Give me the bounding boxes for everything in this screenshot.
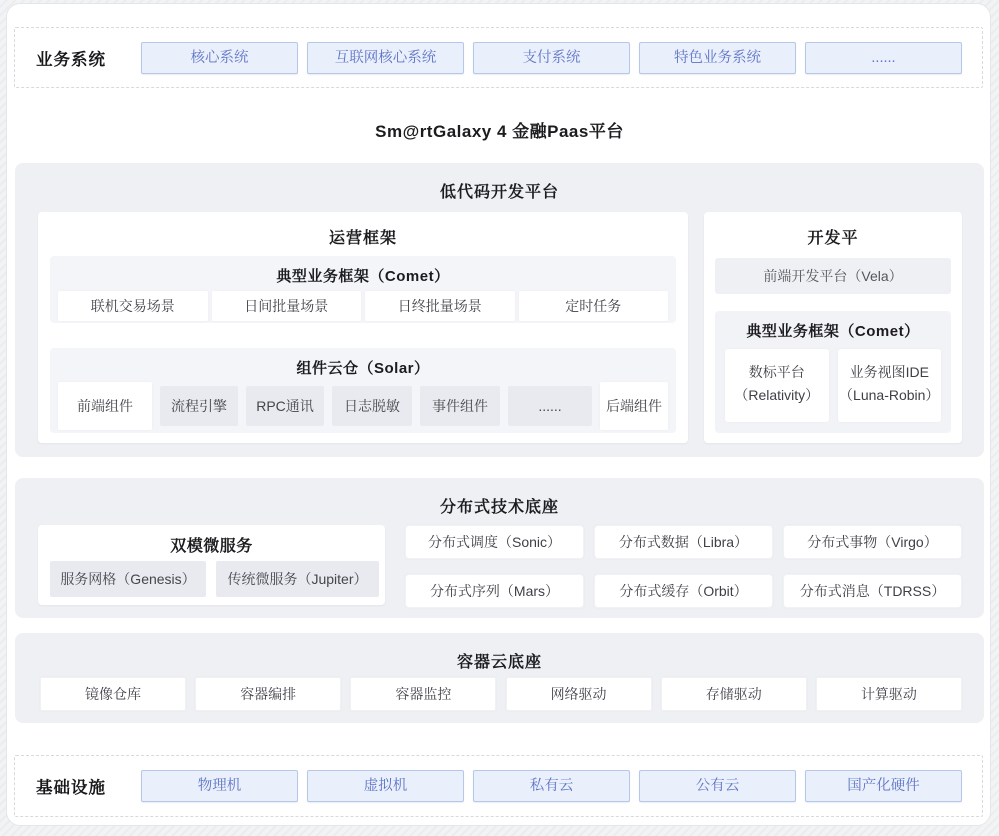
- node-log-masking: 日志脱敏: [332, 386, 412, 426]
- business-systems-band: [14, 27, 983, 88]
- dev-comet-items: [725, 349, 941, 422]
- solar-component-subcard: [50, 348, 676, 433]
- infrastructure-items: [141, 770, 962, 802]
- infrastructure-label: 基础设施: [36, 779, 106, 797]
- distributed-base-section: [15, 478, 984, 618]
- node-label-line1: 业务视图IDE: [849, 364, 929, 380]
- node-online-trading-scene: 联机交易场景: [58, 291, 208, 321]
- node-scheduled-task: 定时任务: [519, 291, 669, 321]
- comet-items: [58, 291, 668, 321]
- node-domestic-hardware: 国产化硬件: [805, 770, 962, 802]
- node-internet-core-system: 互联网核心系统: [307, 42, 464, 74]
- dual-mode-microservice-card: [38, 525, 385, 605]
- solar-items: [58, 381, 668, 431]
- node-storage-driver: 存储驱动: [661, 677, 807, 711]
- node-label-line2: （Relativity）: [734, 387, 820, 404]
- node-tdrss-message: 分布式消息（TDRSS）: [783, 574, 962, 608]
- node-image-registry: 镜像仓库: [40, 677, 186, 711]
- node-virtual-machine: 虚拟机: [307, 770, 464, 802]
- node-day-end-batch-scene: 日终批量场景: [365, 291, 515, 321]
- node-genesis-service-mesh: 服务网格（Genesis）: [50, 561, 206, 597]
- node-ellipsis-component: ......: [508, 386, 592, 426]
- node-event-component: 事件组件: [420, 386, 500, 426]
- node-special-business-system: 特色业务系统: [639, 42, 796, 74]
- dev-comet-subcard: [715, 311, 951, 433]
- node-payment-system: 支付系统: [473, 42, 630, 74]
- dual-mode-title: 双模微服务: [170, 538, 253, 555]
- comet-framework-title: 典型业务框架（Comet）: [276, 268, 450, 285]
- dev-platform-title: 开发平: [807, 230, 859, 247]
- infrastructure-band: [14, 755, 983, 817]
- node-core-system: 核心系统: [141, 42, 298, 74]
- low-code-platform-title: 低代码开发平台: [439, 184, 559, 201]
- node-relativity-data-platform: [725, 349, 829, 422]
- low-code-platform-section: [15, 163, 984, 457]
- node-public-cloud: 公有云: [639, 770, 796, 802]
- node-ellipsis-business: ......: [805, 42, 962, 74]
- container-base-items: [40, 677, 962, 711]
- business-systems-items: [141, 42, 962, 74]
- operation-framework-title: 运营框架: [328, 230, 397, 247]
- node-container-orchestration: 容器编排: [195, 677, 341, 711]
- node-libra-data: 分布式数据（Libra）: [594, 525, 773, 559]
- node-orbit-cache: 分布式缓存（Orbit）: [594, 574, 773, 608]
- distributed-base-title: 分布式技术底座: [439, 499, 559, 516]
- distributed-row-2: [405, 574, 962, 608]
- dual-mode-items: [50, 561, 379, 597]
- node-daytime-batch-scene: 日间批量场景: [212, 291, 362, 321]
- node-physical-machine: 物理机: [141, 770, 298, 802]
- node-rpc-communication: RPC通讯: [246, 386, 324, 426]
- node-private-cloud: 私有云: [473, 770, 630, 802]
- business-systems-label: 业务系统: [36, 50, 106, 69]
- node-virgo-transaction: 分布式事物（Virgo）: [783, 525, 962, 559]
- node-vela-frontend-dev-platform: 前端开发平台（Vela）: [715, 258, 951, 294]
- dev-comet-title: 典型业务框架（Comet）: [746, 323, 920, 340]
- comet-framework-subcard: [50, 256, 676, 323]
- platform-title: Sm@rtGalaxy 4 金融Paas平台: [375, 122, 624, 141]
- node-sonic-scheduling: 分布式调度（Sonic）: [405, 525, 584, 559]
- node-luna-robin-business-view-ide: [838, 349, 942, 422]
- operation-framework-card: [38, 212, 688, 443]
- node-backend-component: 后端组件: [600, 382, 668, 430]
- dev-platform-card: [704, 212, 962, 443]
- solar-component-title: 组件云仓（Solar）: [296, 360, 430, 377]
- container-base-section: [15, 633, 984, 723]
- node-mars-sequence: 分布式序列（Mars）: [405, 574, 584, 608]
- node-jupiter-traditional-microservice: 传统微服务（Jupiter）: [216, 561, 379, 597]
- node-label-line2: （Luna-Robin）: [839, 387, 940, 404]
- node-compute-driver: 计算驱动: [816, 677, 962, 711]
- container-base-title: 容器云底座: [456, 654, 542, 671]
- distributed-row-1: [405, 525, 962, 559]
- node-container-monitoring: 容器监控: [350, 677, 496, 711]
- node-process-engine: 流程引擎: [160, 386, 238, 426]
- node-frontend-component: 前端组件: [58, 382, 152, 430]
- node-network-driver: 网络驱动: [506, 677, 652, 711]
- node-label-line1: 数标平台: [748, 364, 805, 380]
